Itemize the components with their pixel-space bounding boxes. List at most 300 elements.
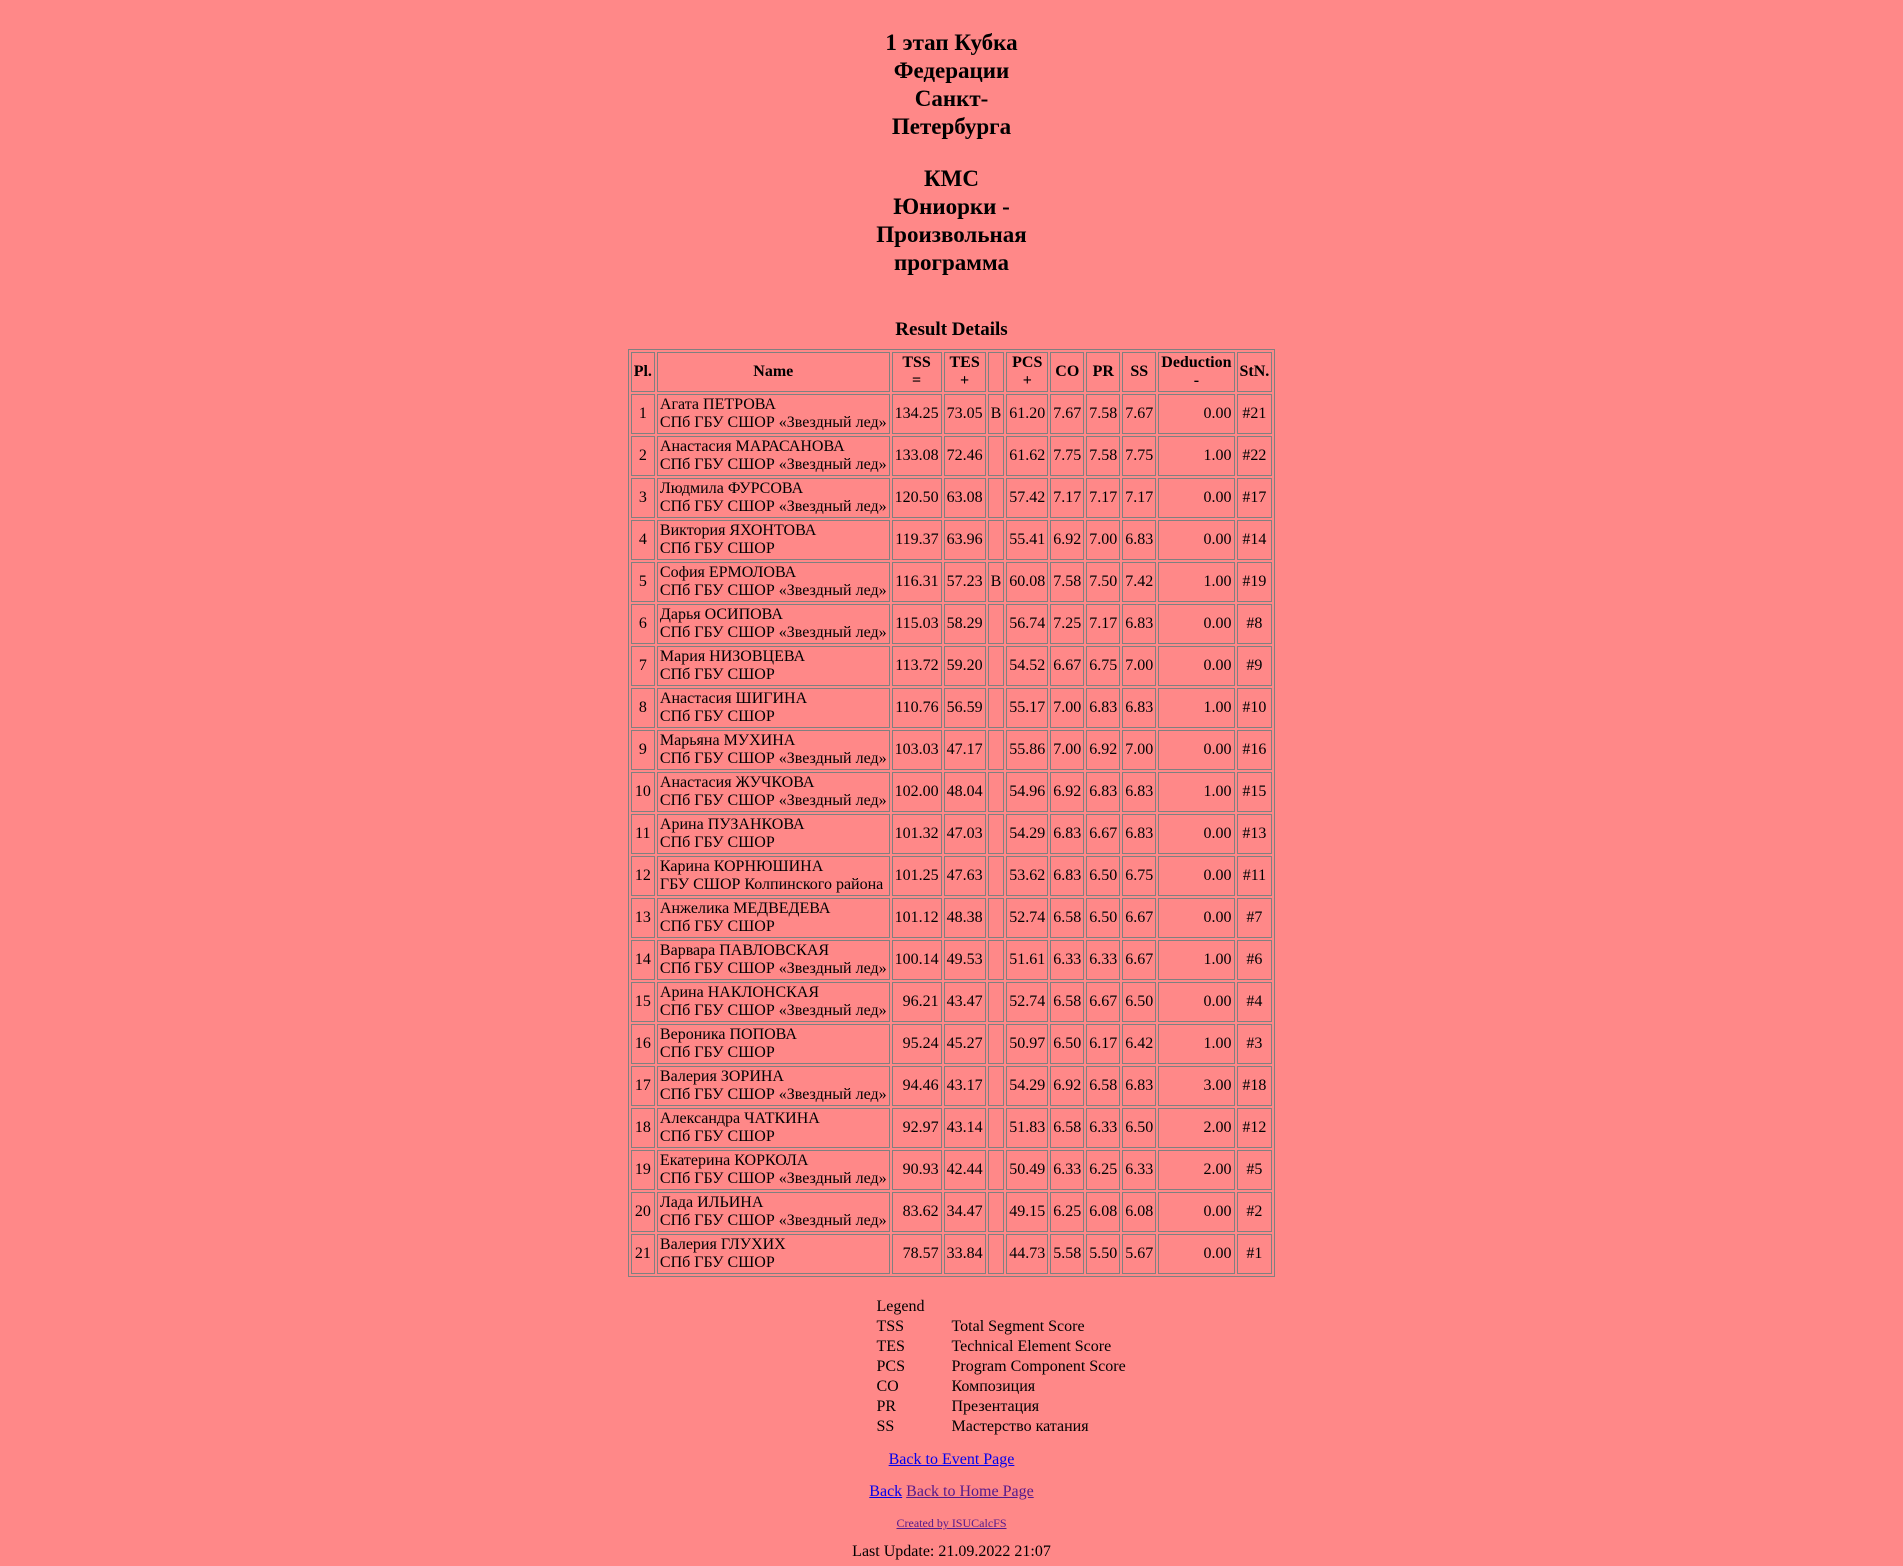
skater-club: СПб ГБУ СШОР «Звездный лед» (659, 582, 887, 599)
deduction-cell: 0.00 (1158, 898, 1234, 938)
co-cell: 7.00 (1050, 730, 1084, 770)
place-cell: 21 (631, 1234, 655, 1274)
skater-name: Валерия ГЛУХИХ (659, 1236, 786, 1253)
pr-cell: 7.17 (1086, 478, 1120, 518)
start-number-cell: #15 (1237, 772, 1273, 812)
skater-name: Анастасия ШИГИНА (659, 690, 808, 707)
co-cell: 6.25 (1050, 1192, 1084, 1232)
deduction-cell: 0.00 (1158, 814, 1234, 854)
ss-cell: 7.67 (1122, 394, 1156, 434)
pcs-cell: 56.74 (1006, 604, 1048, 644)
ss-cell: 6.83 (1122, 814, 1156, 854)
pcs-cell: 55.86 (1006, 730, 1048, 770)
legend-table (877, 1317, 1126, 1437)
tes-cell: 58.29 (944, 604, 986, 644)
ss-cell: 7.75 (1122, 436, 1156, 476)
skater-name: Людмила ФУРСОВА (659, 480, 804, 497)
mark-cell (988, 814, 1005, 854)
deduction-cell: 1.00 (1158, 940, 1234, 980)
tss-cell: 133.08 (892, 436, 942, 476)
start-number-cell: #11 (1237, 856, 1273, 896)
skater-name: Марьяна МУХИНА (659, 732, 796, 749)
mark-cell (988, 520, 1005, 560)
skater-name: Александра ЧАТКИНА (659, 1110, 820, 1127)
ss-cell: 7.00 (1122, 730, 1156, 770)
start-number-cell: #18 (1237, 1066, 1273, 1106)
tss-cell: 102.00 (892, 772, 942, 812)
mark-cell (988, 478, 1005, 518)
co-cell: 6.58 (1050, 982, 1084, 1022)
ss-cell: 6.50 (1122, 1108, 1156, 1148)
mark-cell: B (988, 562, 1005, 602)
place-cell: 11 (631, 814, 655, 854)
pr-cell: 6.67 (1086, 982, 1120, 1022)
ss-cell: 6.83 (1122, 520, 1156, 560)
pr-cell: 6.33 (1086, 1108, 1120, 1148)
pr-cell: 6.17 (1086, 1024, 1120, 1064)
deduction-cell: 1.00 (1158, 436, 1234, 476)
tes-cell: 59.20 (944, 646, 986, 686)
skater-club: СПб ГБУ СШОР «Звездный лед» (659, 1086, 887, 1103)
name-cell (657, 1234, 890, 1274)
start-number-cell: #17 (1237, 478, 1273, 518)
place-cell: 7 (631, 646, 655, 686)
result-row (631, 814, 1273, 854)
deduction-cell: 0.00 (1158, 730, 1234, 770)
legend-desc: Technical Element Score (951, 1338, 1112, 1355)
deduction-cell: 1.00 (1158, 772, 1234, 812)
pr-cell: 6.08 (1086, 1192, 1120, 1232)
skater-club: ГБУ СШОР Колпинского района (659, 876, 884, 893)
name-cell (657, 646, 890, 686)
tss-cell: 115.03 (892, 604, 942, 644)
start-number-cell: #6 (1237, 940, 1273, 980)
ss-cell: 6.33 (1122, 1150, 1156, 1190)
back-to-event-link[interactable]: Back to Event Page (888, 1451, 1015, 1468)
result-row (631, 856, 1273, 896)
pcs-cell: 54.29 (1006, 1066, 1048, 1106)
event-title (852, 0, 1052, 141)
tes-cell: 47.63 (944, 856, 986, 896)
last-update: Last Update: 21.09.2022 21:07 (852, 1543, 1051, 1560)
created-by-link[interactable]: Created by ISUCalcFS (896, 1516, 1007, 1530)
legend-abbr: CO (876, 1378, 899, 1395)
start-number-cell: #12 (1237, 1108, 1273, 1148)
tes-cell: 72.46 (944, 436, 986, 476)
header-name: Name (657, 352, 890, 392)
pcs-cell: 52.74 (1006, 898, 1048, 938)
place-cell: 5 (631, 562, 655, 602)
tss-cell: 92.97 (892, 1108, 942, 1148)
result-row (631, 520, 1273, 560)
tes-cell: 43.14 (944, 1108, 986, 1148)
result-row (631, 1108, 1273, 1148)
start-number-cell: #13 (1237, 814, 1273, 854)
place-cell: 9 (631, 730, 655, 770)
result-row (631, 1024, 1273, 1064)
ss-cell: 7.00 (1122, 646, 1156, 686)
ss-cell: 6.83 (1122, 1066, 1156, 1106)
skater-name: Арина ПУЗАНКОВА (659, 816, 805, 833)
place-cell: 2 (631, 436, 655, 476)
segment-title-line: Юниорки - (893, 194, 1010, 219)
pr-cell: 6.67 (1086, 814, 1120, 854)
deduction-cell: 2.00 (1158, 1108, 1234, 1148)
event-title-line: 1 этап Кубка (885, 30, 1018, 55)
legend-desc: Program Component Score (951, 1358, 1126, 1375)
pr-cell: 6.83 (1086, 772, 1120, 812)
tes-cell: 47.03 (944, 814, 986, 854)
name-cell (657, 688, 890, 728)
place-cell: 8 (631, 688, 655, 728)
skater-club: СПб ГБУ СШОР (659, 708, 775, 725)
start-number-cell: #1 (1237, 1234, 1273, 1274)
header-pr: PR (1086, 352, 1120, 392)
co-cell: 6.58 (1050, 1108, 1084, 1148)
start-number-cell: #5 (1237, 1150, 1273, 1190)
header-co: CO (1050, 352, 1084, 392)
start-number-cell: #14 (1237, 520, 1273, 560)
skater-club: СПб ГБУ СШОР «Звездный лед» (659, 1170, 887, 1187)
deduction-cell: 0.00 (1158, 520, 1234, 560)
legend-desc: Total Segment Score (951, 1318, 1085, 1335)
ss-cell: 7.42 (1122, 562, 1156, 602)
place-cell: 19 (631, 1150, 655, 1190)
skater-club: СПб ГБУ СШОР «Звездный лед» (659, 750, 887, 767)
results-table (628, 349, 1276, 1277)
skater-club: СПб ГБУ СШОР (659, 918, 775, 935)
deduction-cell: 3.00 (1158, 1066, 1234, 1106)
name-cell (657, 478, 890, 518)
tss-cell: 100.14 (892, 940, 942, 980)
skater-club: СПб ГБУ СШОР «Звездный лед» (659, 624, 887, 641)
result-row (631, 730, 1273, 770)
pcs-cell: 51.83 (1006, 1108, 1048, 1148)
tes-cell: 73.05 (944, 394, 986, 434)
ss-cell: 6.83 (1122, 772, 1156, 812)
ss-cell: 6.08 (1122, 1192, 1156, 1232)
name-cell (657, 982, 890, 1022)
mark-cell (988, 1024, 1005, 1064)
header-row (631, 352, 1273, 392)
deduction-cell: 0.00 (1158, 982, 1234, 1022)
skater-club: СПб ГБУ СШОР (659, 540, 775, 557)
co-cell: 6.83 (1050, 814, 1084, 854)
place-cell: 20 (631, 1192, 655, 1232)
name-cell (657, 394, 890, 434)
co-cell: 7.58 (1050, 562, 1084, 602)
name-cell (657, 940, 890, 980)
co-cell: 6.33 (1050, 940, 1084, 980)
skater-club: СПб ГБУ СШОР «Звездный лед» (659, 414, 887, 431)
back-link[interactable]: Back (869, 1483, 903, 1500)
co-cell: 6.50 (1050, 1024, 1084, 1064)
place-cell: 13 (631, 898, 655, 938)
name-cell (657, 730, 890, 770)
pr-cell: 7.17 (1086, 604, 1120, 644)
name-cell (657, 520, 890, 560)
result-row (631, 1150, 1273, 1190)
name-cell (657, 562, 890, 602)
result-row (631, 646, 1273, 686)
tss-cell: 95.24 (892, 1024, 942, 1064)
mark-cell: B (988, 394, 1005, 434)
header-tes: TES + (944, 352, 986, 392)
tss-cell: 116.31 (892, 562, 942, 602)
result-row (631, 982, 1273, 1022)
deduction-cell: 0.00 (1158, 394, 1234, 434)
name-cell (657, 1192, 890, 1232)
deduction-cell: 0.00 (1158, 1234, 1234, 1274)
place-cell: 15 (631, 982, 655, 1022)
co-cell: 6.92 (1050, 1066, 1084, 1106)
tes-cell: 57.23 (944, 562, 986, 602)
co-cell: 6.58 (1050, 898, 1084, 938)
place-cell: 1 (631, 394, 655, 434)
legend-item (877, 1337, 1126, 1357)
tes-cell: 47.17 (944, 730, 986, 770)
legend-abbr: PR (876, 1398, 897, 1415)
header-tss: TSS = (892, 352, 942, 392)
event-link-row (0, 1451, 1903, 1469)
result-row (631, 1234, 1273, 1274)
pcs-cell: 60.08 (1006, 562, 1048, 602)
deduction-cell: 0.00 (1158, 646, 1234, 686)
place-cell: 14 (631, 940, 655, 980)
pr-cell: 6.92 (1086, 730, 1120, 770)
skater-name: Валерия ЗОРИНА (659, 1068, 784, 1085)
skater-club: СПб ГБУ СШОР (659, 1044, 775, 1061)
name-cell (657, 1024, 890, 1064)
tes-cell: 33.84 (944, 1234, 986, 1274)
pcs-cell: 53.62 (1006, 856, 1048, 896)
mark-cell (988, 982, 1005, 1022)
header-start-number: StN. (1237, 352, 1273, 392)
skater-name: Виктория ЯХОНТОВА (659, 522, 817, 539)
skater-name: Арина НАКЛОНСКАЯ (659, 984, 820, 1001)
header-place: Pl. (631, 352, 655, 392)
legend-item (877, 1317, 1126, 1337)
tes-cell: 45.27 (944, 1024, 986, 1064)
co-cell: 6.33 (1050, 1150, 1084, 1190)
name-cell (657, 856, 890, 896)
place-cell: 6 (631, 604, 655, 644)
name-cell (657, 1108, 890, 1148)
start-number-cell: #16 (1237, 730, 1273, 770)
pcs-cell: 61.20 (1006, 394, 1048, 434)
segment-title-line: программа (894, 250, 1009, 275)
name-cell (657, 1066, 890, 1106)
pcs-cell: 55.17 (1006, 688, 1048, 728)
tss-cell: 119.37 (892, 520, 942, 560)
credit-row (0, 1516, 1903, 1531)
place-cell: 12 (631, 856, 655, 896)
tss-cell: 101.32 (892, 814, 942, 854)
ss-cell: 6.42 (1122, 1024, 1156, 1064)
result-row (631, 478, 1273, 518)
result-row (631, 562, 1273, 602)
legend-desc: Композиция (951, 1378, 1036, 1395)
mark-cell (988, 1192, 1005, 1232)
tes-cell: 34.47 (944, 1192, 986, 1232)
start-number-cell: #4 (1237, 982, 1273, 1022)
pcs-cell: 55.41 (1006, 520, 1048, 560)
result-row (631, 436, 1273, 476)
tes-cell: 43.17 (944, 1066, 986, 1106)
section-title: Result Details (895, 319, 1008, 340)
ss-cell: 6.67 (1122, 898, 1156, 938)
legend-abbr: SS (876, 1418, 895, 1435)
nav-link-row (0, 1483, 1903, 1501)
event-title-line: Федерации (893, 58, 1010, 83)
place-cell: 10 (631, 772, 655, 812)
tss-cell: 90.93 (892, 1150, 942, 1190)
pr-cell: 7.50 (1086, 562, 1120, 602)
co-cell: 7.00 (1050, 688, 1084, 728)
tss-cell: 134.25 (892, 394, 942, 434)
result-row (631, 394, 1273, 434)
legend-desc: Мастерство катания (951, 1418, 1089, 1435)
tss-cell: 101.12 (892, 898, 942, 938)
tes-cell: 42.44 (944, 1150, 986, 1190)
header-deduction: Deduction - (1158, 352, 1234, 392)
co-cell: 7.17 (1050, 478, 1084, 518)
skater-name: Анастасия ЖУЧКОВА (659, 774, 815, 791)
tes-cell: 48.38 (944, 898, 986, 938)
deduction-cell: 1.00 (1158, 562, 1234, 602)
pcs-cell: 51.61 (1006, 940, 1048, 980)
skater-name: Варвара ПАВЛОВСКАЯ (659, 942, 830, 959)
skater-club: СПб ГБУ СШОР «Звездный лед» (659, 960, 887, 977)
co-cell: 7.25 (1050, 604, 1084, 644)
header-mark (988, 352, 1005, 392)
co-cell: 7.67 (1050, 394, 1084, 434)
mark-cell (988, 730, 1005, 770)
pcs-cell: 54.96 (1006, 772, 1048, 812)
legend-abbr: PCS (876, 1358, 905, 1375)
place-cell: 3 (631, 478, 655, 518)
co-cell: 6.67 (1050, 646, 1084, 686)
pr-cell: 6.25 (1086, 1150, 1120, 1190)
pcs-cell: 54.29 (1006, 814, 1048, 854)
pcs-cell: 44.73 (1006, 1234, 1048, 1274)
ss-cell: 6.83 (1122, 688, 1156, 728)
place-cell: 17 (631, 1066, 655, 1106)
start-number-cell: #10 (1237, 688, 1273, 728)
skater-club: СПб ГБУ СШОР «Звездный лед» (659, 792, 887, 809)
start-number-cell: #3 (1237, 1024, 1273, 1064)
result-row (631, 940, 1273, 980)
segment-title (852, 165, 1052, 277)
skater-club: СПб ГБУ СШОР «Звездный лед» (659, 1002, 887, 1019)
pcs-cell: 50.97 (1006, 1024, 1048, 1064)
pcs-cell: 52.74 (1006, 982, 1048, 1022)
ss-cell: 7.17 (1122, 478, 1156, 518)
ss-cell: 6.83 (1122, 604, 1156, 644)
tss-cell: 101.25 (892, 856, 942, 896)
tss-cell: 78.57 (892, 1234, 942, 1274)
skater-name: Анжелика МЕДВЕДЕВА (659, 900, 831, 917)
header-pcs: PCS + (1006, 352, 1048, 392)
skater-name: Карина КОРНЮШИНА (659, 858, 824, 875)
deduction-cell: 0.00 (1158, 478, 1234, 518)
tss-cell: 94.46 (892, 1066, 942, 1106)
mark-cell (988, 646, 1005, 686)
name-cell (657, 436, 890, 476)
tss-cell: 110.76 (892, 688, 942, 728)
start-number-cell: #7 (1237, 898, 1273, 938)
start-number-cell: #21 (1237, 394, 1273, 434)
tes-cell: 63.96 (944, 520, 986, 560)
start-number-cell: #8 (1237, 604, 1273, 644)
skater-name: Мария НИЗОВЦЕВА (659, 648, 806, 665)
name-cell (657, 814, 890, 854)
mark-cell (988, 1066, 1005, 1106)
header-ss: SS (1122, 352, 1156, 392)
skater-name: Вероника ПОПОВА (659, 1026, 797, 1043)
place-cell: 4 (631, 520, 655, 560)
deduction-cell: 1.00 (1158, 1024, 1234, 1064)
name-cell (657, 772, 890, 812)
pr-cell: 7.00 (1086, 520, 1120, 560)
segment-title-line: КМС (924, 166, 979, 191)
skater-name: Екатерина КОРКОЛА (659, 1152, 809, 1169)
pr-cell: 7.58 (1086, 436, 1120, 476)
co-cell: 6.92 (1050, 520, 1084, 560)
legend-desc: Презентация (951, 1398, 1040, 1415)
result-row (631, 898, 1273, 938)
pr-cell: 6.50 (1086, 856, 1120, 896)
deduction-cell: 0.00 (1158, 604, 1234, 644)
mark-cell (988, 688, 1005, 728)
legend-title: Legend (876, 1298, 925, 1315)
start-number-cell: #19 (1237, 562, 1273, 602)
pcs-cell: 49.15 (1006, 1192, 1048, 1232)
skater-name: София ЕРМОЛОВА (659, 564, 797, 581)
tes-cell: 63.08 (944, 478, 986, 518)
skater-club: СПб ГБУ СШОР (659, 1128, 775, 1145)
tss-cell: 103.03 (892, 730, 942, 770)
mark-cell (988, 772, 1005, 812)
back-to-home-link[interactable]: Back to Home Page (906, 1483, 1034, 1500)
pr-cell: 6.83 (1086, 688, 1120, 728)
deduction-cell: 1.00 (1158, 688, 1234, 728)
skater-name: Дарья ОСИПОВА (659, 606, 783, 623)
tes-cell: 43.47 (944, 982, 986, 1022)
legend-item (877, 1397, 1126, 1417)
name-cell (657, 898, 890, 938)
pcs-cell: 50.49 (1006, 1150, 1048, 1190)
skater-name: Лада ИЛЬИНА (659, 1194, 764, 1211)
place-cell: 18 (631, 1108, 655, 1148)
deduction-cell: 0.00 (1158, 1192, 1234, 1232)
tes-cell: 49.53 (944, 940, 986, 980)
mark-cell (988, 1108, 1005, 1148)
ss-cell: 6.50 (1122, 982, 1156, 1022)
legend-abbr: TSS (876, 1318, 905, 1335)
co-cell: 5.58 (1050, 1234, 1084, 1274)
mark-cell (988, 436, 1005, 476)
legend (877, 1297, 1137, 1437)
start-number-cell: #22 (1237, 436, 1273, 476)
name-cell (657, 1150, 890, 1190)
start-number-cell: #9 (1237, 646, 1273, 686)
tss-cell: 96.21 (892, 982, 942, 1022)
mark-cell (988, 856, 1005, 896)
event-title-line: Петербурга (891, 114, 1012, 139)
name-cell (657, 604, 890, 644)
place-cell: 16 (631, 1024, 655, 1064)
